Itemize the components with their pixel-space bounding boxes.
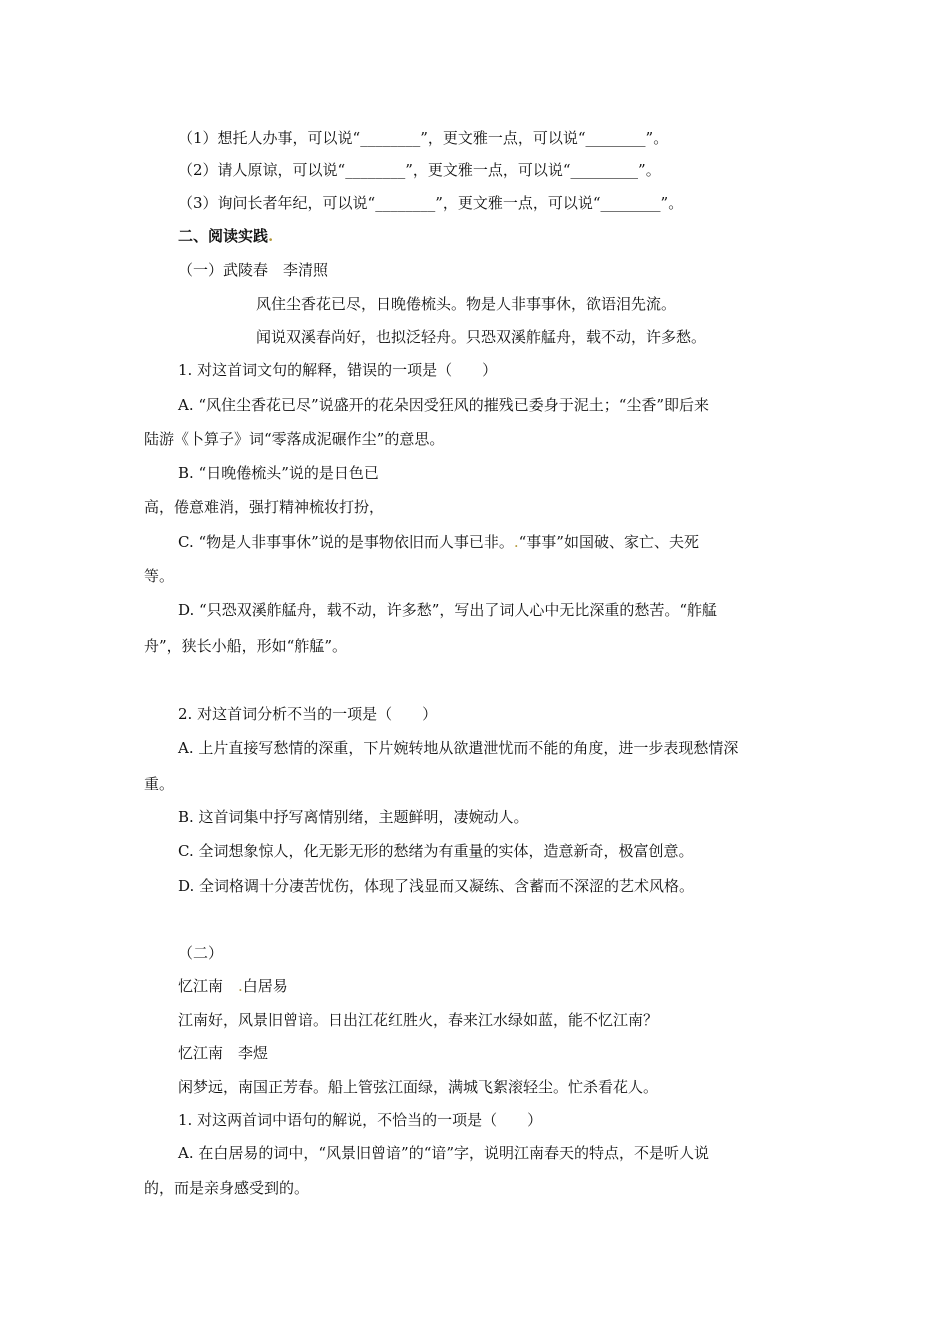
- question-1-stem: 1. 对这首词文句的解释，错误的一项是（ ）: [178, 361, 498, 379]
- part2-option-a-line-1: A. 在白居易的词中，“风景旧曾谙”的“谙”字，说明江南春天的特点，不是听人说: [178, 1144, 710, 1162]
- poem2-text: 闲梦远，南国正芳春。船上管弦江面绿，满城飞絮滚轻尘。忙杀看花人。: [178, 1078, 659, 1096]
- option-b-line-2: 高，倦意难消，强打精神梳妆打扮，: [144, 498, 385, 516]
- option-b-line-1: B. “日晚倦梳头”说的是日色已: [178, 464, 379, 482]
- q2-option-a-line-1: A. 上片直接写愁情的深重，下片婉转地从欲遣泄忧而不能的角度，进一步表现愁情深: [178, 739, 739, 757]
- option-d-line-2: 舟”，狭长小船，形如“舴艋”。: [144, 637, 348, 655]
- option-a-line-1: A. “风住尘香花已尽”说盛开的花朵因受狂风的摧残已委身于泥土；“尘香”即后来: [178, 396, 710, 414]
- part1-title: （一）武陵春 李清照: [178, 261, 329, 279]
- poem1-text: 江南好，风景旧曾谙。日出江花红胜火，春来江水绿如蓝，能不忆江南？: [178, 1011, 659, 1029]
- poem1-title: 忆江南 .白居易: [178, 977, 288, 995]
- poem-line-2: 闻说双溪春尚好，也拟泛轻舟。只恐双溪舴艋舟，载不动，许多愁。: [256, 328, 707, 346]
- q2-option-d: D. 全词格调十分凄苦忧伤，体现了浅显而又凝练、含蓄而不深涩的艺术风格。: [178, 877, 695, 895]
- part2-question-1-stem: 1. 对这两首词中语句的解说，不恰当的一项是（ ）: [178, 1111, 543, 1129]
- q2-option-a-line-2: 重。: [144, 775, 175, 793]
- part2-option-a-line-2: 的，而是亲身感受到的。: [144, 1179, 310, 1197]
- q2-option-b: B. 这首词集中抒写离情别绪，主题鲜明，凄婉动人。: [178, 808, 529, 826]
- option-d-line-1: D. “只恐双溪舴艋舟，载不动，许多愁”，写出了词人心中无比深重的愁苦。“舴艋: [178, 601, 718, 619]
- q2-option-c: C. 全词想象惊人，化无影无形的愁绪为有重量的实体，造意新奇，极富创意。: [178, 842, 694, 860]
- fill-blank-2: （2）请人原谅，可以说“________”，更文雅一点，可以说“_________”。: [178, 161, 661, 179]
- option-c-line-1: C. “物是人非事事休”说的是事物依旧而人事已非。.“事事”如国破、家亡、夫死: [178, 533, 699, 551]
- fill-blank-3: （3）询问长者年纪，可以说“________”，更文雅一点，可以说“________”。: [178, 194, 684, 212]
- fill-blank-1: （1）想托人办事，可以说“________”，更文雅一点，可以说“________”。: [178, 129, 669, 147]
- question-2-stem: 2. 对这首词分析不当的一项是（ ）: [178, 705, 438, 723]
- option-a-line-2: 陆游《卜算子》词“零落成泥碾作尘”的意思。: [144, 430, 445, 448]
- poem-line-1: 风住尘香花已尽，日晚倦梳头。物是人非事事休，欲语泪先流。: [256, 295, 677, 313]
- poem2-title: 忆江南 李煜: [178, 1044, 269, 1062]
- section-heading: 二、阅读实践.: [178, 227, 274, 245]
- option-c-line-2: 等。: [144, 567, 175, 585]
- part2-label: （二）: [178, 944, 224, 962]
